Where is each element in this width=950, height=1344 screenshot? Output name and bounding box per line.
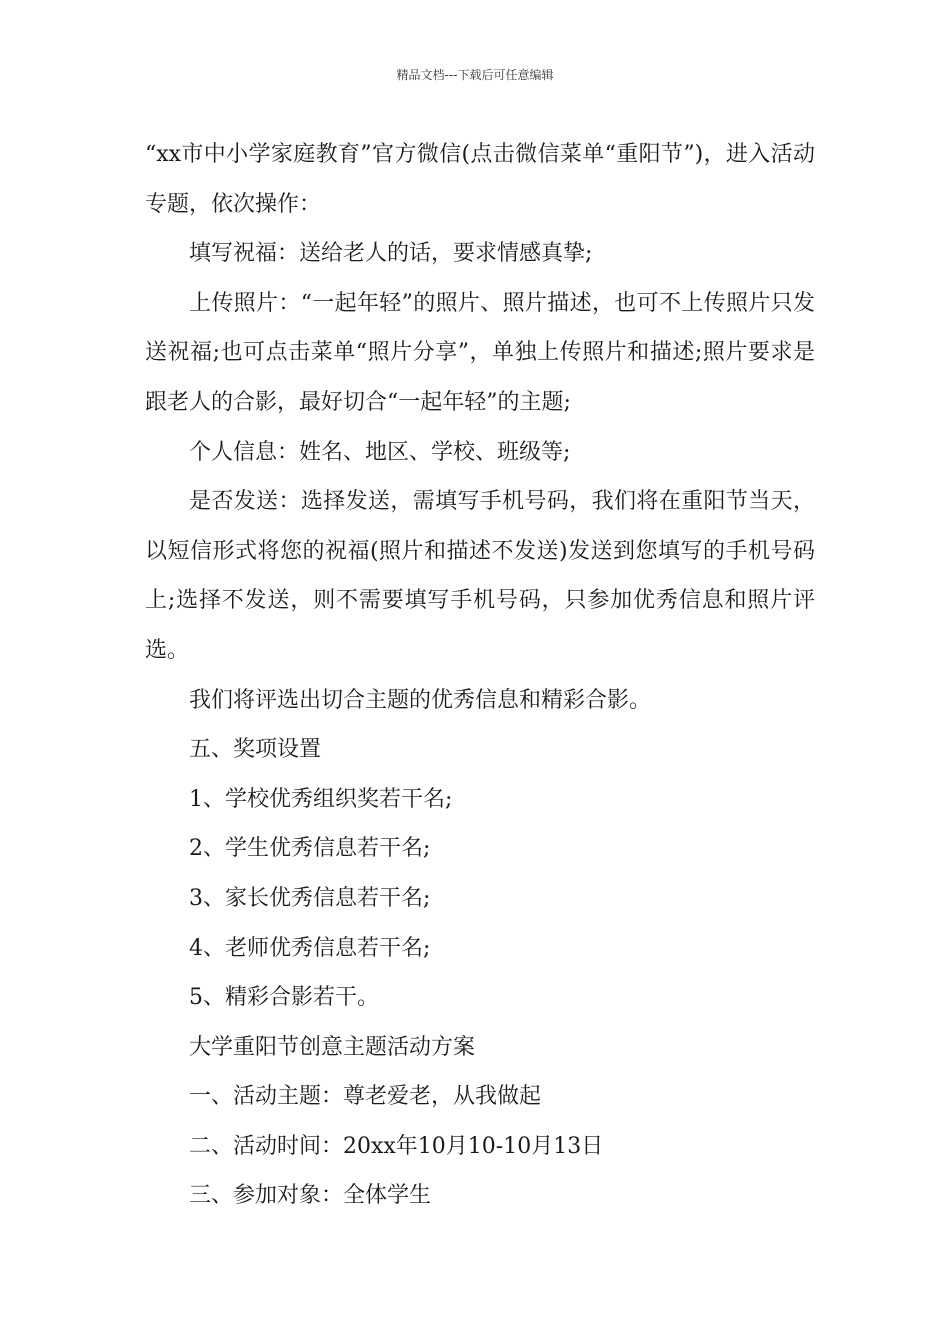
section-activity-time: 二、活动时间：20xx年10月10-10月13日 [189, 1133, 604, 1159]
paragraph-personal-info: 个人信息：姓名、地区、学校、班级等; [189, 439, 571, 465]
list-item-award-5: 5、精彩合影若干。 [189, 985, 379, 1011]
paragraph-wechat-intro: “xx市中小学家庭教育”官方微信(点击微信菜单“重阳节”)，进入活动专题，依次操作： [145, 142, 815, 217]
document-body [145, 130, 815, 1221]
paragraph-send-option: 是否发送：选择发送，需填写手机号码，我们将在重阳节当天，以短信形式将您的祝福(照片和描述不发送)发送到您填写的手机号码上;选择不发送，则不需要填写手机号码，只参加优秀信息和照片评选。 [145, 489, 815, 663]
section-activity-theme: 一、活动主题：尊老爱老，从我做起 [189, 1084, 542, 1110]
list-item-award-1: 1、学校优秀组织奖若干名; [189, 786, 453, 812]
list-item-award-4: 4、老师优秀信息若干名; [189, 935, 431, 961]
paragraph-fill-blessing: 填写祝福：送给老人的话，要求情感真挚; [189, 241, 593, 267]
paragraph-selection: 我们将评选出切合主题的优秀信息和精彩合影。 [189, 687, 652, 713]
document-subtitle: 大学重阳节创意主题活动方案 [189, 1034, 476, 1060]
section-heading-awards: 五、奖项设置 [189, 737, 322, 763]
paragraph-upload-photo: 上传照片：“一起年轻”的照片、照片描述，也可不上传照片只发送祝福;也可点击菜单“照片分享”，单独上传照片和描述;照片要求是跟老人的合影，最好切合“一起年轻”的主题; [145, 290, 815, 415]
list-item-award-3: 3、家长优秀信息若干名; [189, 885, 431, 911]
section-participants: 三、参加对象：全体学生 [189, 1183, 432, 1209]
list-item-award-2: 2、学生优秀信息若干名; [189, 836, 431, 862]
page-header: 精品文档---下载后可任意编辑 [396, 68, 554, 82]
